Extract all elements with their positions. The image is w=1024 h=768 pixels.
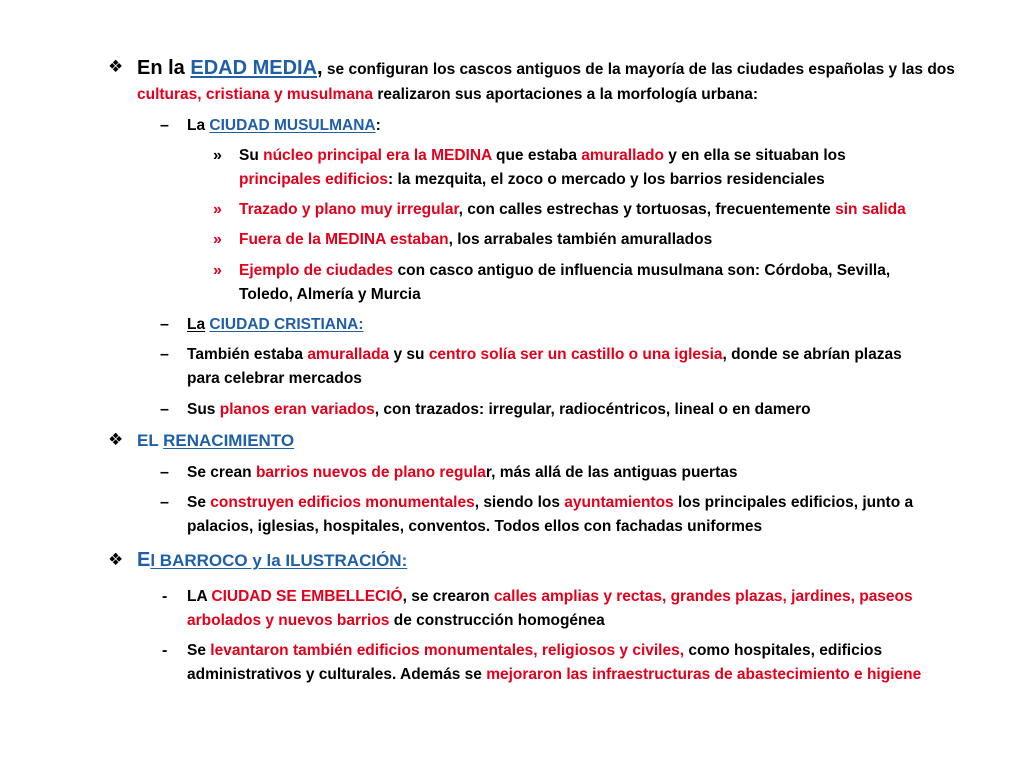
text-construyen: construyen edificios monumentales [210, 494, 475, 511]
text-la: La [187, 316, 206, 333]
text-colon: : [752, 86, 759, 103]
text: palacios, iglesias, hospitales, conventos. Todos ellos con fachadas uniformes [187, 518, 763, 535]
raquo-bullet-icon: » [213, 231, 222, 248]
text: Su [239, 147, 264, 164]
text: con casco antiguo de influencia musulmana son: Córdoba, Sevilla, [393, 262, 891, 279]
musulmana-item-1-line-2 [239, 171, 825, 189]
renacimiento-item-2-line-1 [187, 494, 913, 512]
diamond-bullet-icon: ❖ [108, 57, 124, 76]
text-mejoraron: mejoraron las infraestructuras de abastecimiento e higiene [486, 666, 922, 683]
cristiana-item-1-line-2 [187, 370, 362, 388]
text: de construcción homogénea [389, 612, 605, 629]
text: LA [187, 588, 212, 605]
text: r, más allá de las antiguas puertas [485, 464, 738, 481]
text-aportaciones: realizaron sus aportaciones a la morfología urbana [373, 86, 753, 103]
renacimiento-heading [137, 432, 294, 450]
text-principales-edificios: principales edificios [239, 171, 389, 188]
musulmana-item-3 [239, 231, 712, 249]
text-nucleo: núcleo principal era la MEDINA [263, 147, 492, 164]
barroco-item-1-line-2 [187, 612, 605, 630]
text: : la mezquita, el zoco o mercado y los barrios residenciales [388, 171, 825, 188]
text-calles-amplias: calles amplias y rectas, grandes plazas, jardines, paseos [493, 588, 913, 605]
musulmana-item-2 [239, 201, 906, 219]
text: Se [187, 494, 211, 511]
text: que estaba [491, 147, 582, 164]
cristiana-item-1-line-1 [187, 346, 902, 364]
text: Toledo, Almería y Murcia [239, 286, 421, 303]
dash-bullet-icon: – [160, 316, 169, 333]
barroco-ilustracion-link[interactable]: l BARROCO y la ILUSTRACIÓN: [150, 551, 408, 570]
text-culturas: culturas, cristiana y musulmana [137, 86, 374, 103]
text-arbolados: arbolados y nuevos barrios [187, 612, 390, 629]
raquo-bullet-icon: » [213, 147, 222, 164]
musulmana-item-4-line-1 [239, 262, 890, 280]
text-colon: : [375, 117, 381, 134]
text: y en ella se situaban los [663, 147, 846, 164]
text-configuran: se configuran los cascos antiguos de la mayoría de las ciudades españolas y las dos [322, 61, 955, 78]
diamond-bullet-icon: ❖ [108, 430, 124, 449]
text-ciudad-embellecio: CIUDAD SE EMBELLECIÓ [211, 588, 403, 605]
edad-media-line-2 [137, 86, 758, 104]
text-planos: planos eran variados [219, 401, 375, 418]
text: Se [187, 642, 211, 659]
dash-bullet-icon: – [160, 346, 169, 363]
text-barrios-nuevos: barrios nuevos de plano regula [255, 464, 486, 481]
text: los principales edificios, junto a [673, 494, 914, 511]
text-levantaron: levantaron también edificios monumentales, religiosos y civiles, [210, 642, 685, 659]
dash-bullet-icon: – [160, 401, 169, 418]
renacimiento-link[interactable]: RENACIMIENTO [163, 431, 295, 450]
text-amurallado: amurallado [581, 147, 664, 164]
dash-bullet-icon: – [160, 494, 169, 511]
dash-bullet-icon: – [160, 117, 169, 134]
renacimiento-item-2-line-2 [187, 518, 762, 536]
cristiana-item-2 [187, 401, 811, 419]
ciudad-musulmana-link[interactable]: CIUDAD MUSULMANA [209, 117, 376, 134]
raquo-bullet-icon: » [213, 201, 222, 218]
text: para celebrar mercados [187, 370, 362, 387]
barroco-heading [137, 549, 407, 571]
text-ayuntamientos: ayuntamientos [564, 494, 674, 511]
cristiana-heading [187, 316, 364, 334]
text: , se crearon [402, 588, 494, 605]
text: , con calles estrechas y tortuosas, frecuentemente [458, 201, 836, 218]
musulmana-heading [187, 117, 381, 135]
text-amurallada: amurallada [307, 346, 390, 363]
text-en-la: En la [137, 57, 191, 79]
text: También estaba [187, 346, 308, 363]
musulmana-item-1-line-1 [239, 147, 846, 165]
text-comma: , [317, 57, 323, 79]
barroco-item-1-line-1 [187, 588, 913, 606]
text: , con trazados: irregular, radiocéntricos, lineal o en damero [374, 401, 811, 418]
dash-bullet-icon: - [162, 588, 168, 605]
text-trazado: Trazado y plano muy irregular [239, 201, 459, 218]
text-el: EL [137, 431, 164, 450]
edad-media-line-1 [137, 57, 955, 79]
text-centro: centro solía ser un castillo o una iglesia [428, 346, 723, 363]
text: , siendo los [474, 494, 565, 511]
raquo-bullet-icon: » [213, 262, 222, 279]
text-ejemplo: Ejemplo de ciudades [239, 262, 394, 279]
text-sin-salida: sin salida [835, 201, 906, 218]
dash-bullet-icon: - [162, 642, 168, 659]
barroco-item-2-line-2 [187, 666, 921, 684]
ciudad-cristiana-link[interactable]: CIUDAD CRISTIANA: [209, 316, 364, 333]
musulmana-item-4-line-2 [239, 286, 421, 304]
edad-media-link[interactable]: EDAD MEDIA [190, 57, 318, 79]
text: administrativos y culturales. Además se [187, 666, 487, 683]
text-e: E [137, 549, 151, 571]
barroco-item-2-line-1 [187, 642, 882, 660]
dash-bullet-icon: – [160, 464, 169, 481]
text-la: La [187, 117, 210, 134]
renacimiento-item-1 [187, 464, 737, 482]
text: , los arrabales también amurallados [448, 231, 713, 248]
text: , donde se abrían plazas [722, 346, 902, 363]
text: Se crean [187, 464, 256, 481]
text: y su [389, 346, 429, 363]
text: Sus [187, 401, 220, 418]
diamond-bullet-icon: ❖ [108, 550, 124, 569]
text: como hospitales, edificios [684, 642, 883, 659]
text-fuera: Fuera de la MEDINA estaban [239, 231, 449, 248]
